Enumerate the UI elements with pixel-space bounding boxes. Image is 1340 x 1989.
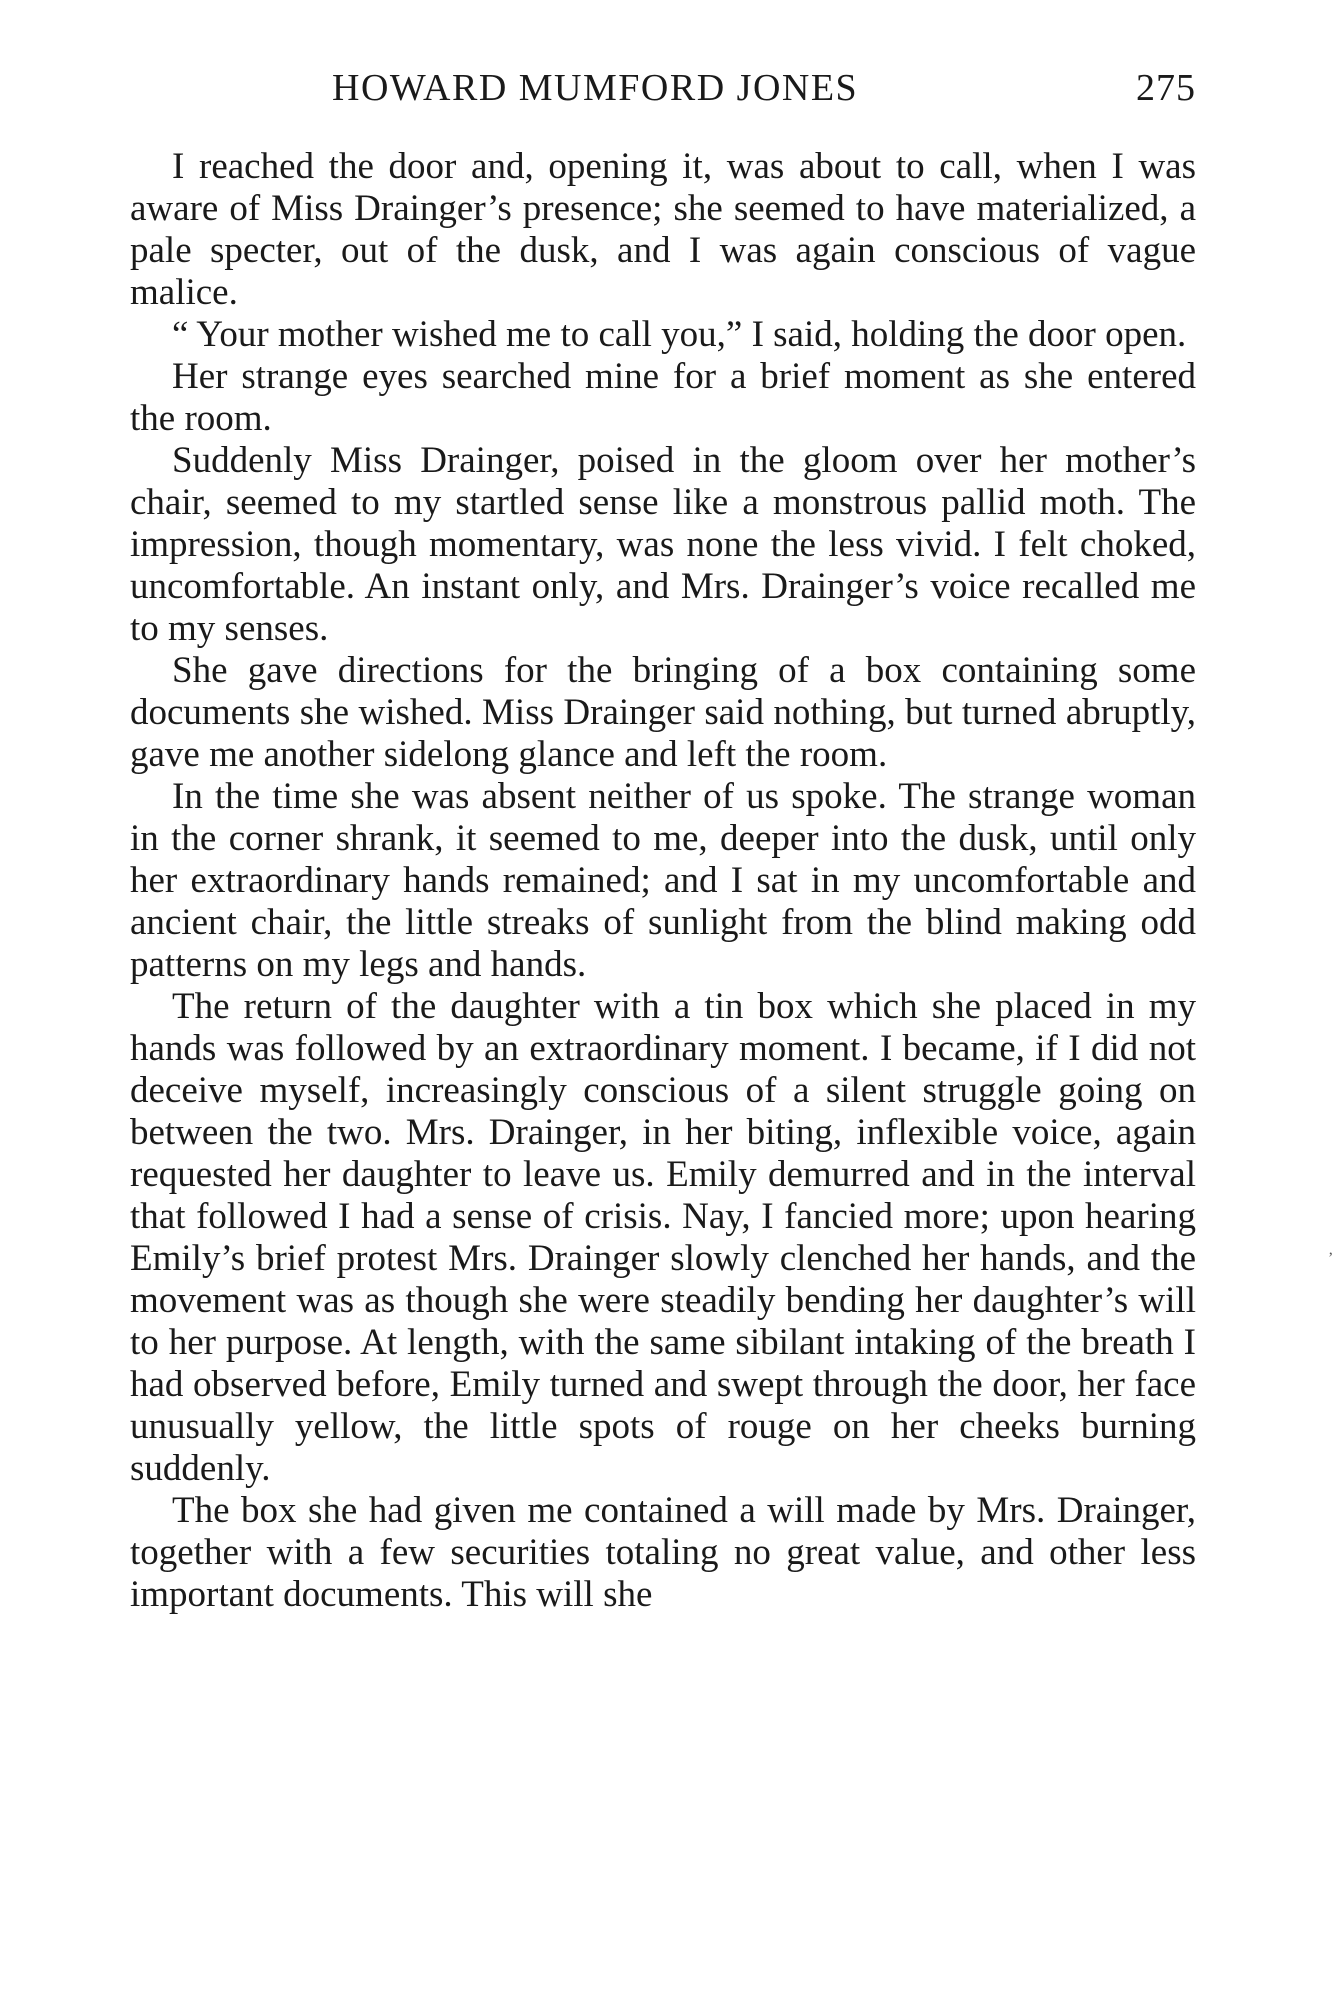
paragraph: I reached the door and, opening it, was about to call, when I was aware of Miss Drainger’s presence; she seemed to have materialized, a pale specter, out of the dusk, and I was again conscious of vague malice. — [130, 146, 1196, 313]
body-text — [130, 146, 1196, 1616]
margin-speck: ’ — [1328, 1250, 1334, 1267]
running-head: HOWARD MUMFORD JONES — [332, 67, 859, 109]
paragraph: She gave directions for the bringing of a box containing some documents she wished. Miss Drainger said nothing, but turned abruptly, gave me another sidelong glance and left the room. — [130, 650, 1196, 775]
paragraph: Her strange eyes searched mine for a brief moment as she entered the room. — [130, 356, 1196, 439]
paragraph: Suddenly Miss Drainger, poised in the gloom over her mother’s chair, seemed to my startled sense like a monstrous pallid moth. The impression, though momentary, was none the less vivid. I felt choked, uncomfortable. An instant only, and Mrs. Drainger’s voice recalled me to my senses. — [130, 440, 1196, 649]
paragraph: The box she had given me contained a will made by Mrs. Drainger, together with a few securities totaling no great value, and other less important documents. This will she — [130, 1490, 1196, 1615]
page-number: 275 — [1136, 67, 1196, 109]
paragraph: “ Your mother wished me to call you,” I said, holding the door open. — [172, 314, 1187, 355]
paragraph: In the time she was absent neither of us spoke. The strange woman in the corner shrank, it seemed to me, deeper into the dusk, until only her extraordinary hands remained; and I sat in my uncomfortable and ancient chair, the little streaks of sunlight from the blind making odd patterns on my legs and hands. — [130, 776, 1196, 985]
page-header — [130, 66, 1196, 114]
paragraph: The return of the daughter with a tin box which she placed in my hands was followed by an extraordinary moment. I became, if I did not deceive myself, increasingly conscious of a silent struggle going on between the two. Mrs. Drainger, in her biting, inflexible voice, again requested her daughter to leave us. Emily demurred and in the interval that followed I had a sense of crisis. Nay, I fancied more; upon hearing Emily’s brief protest Mrs. Drainger slowly clenched her hands, and the movement was as though she were steadily bending her daughter’s will to her purpose. At length, with the same sibilant intaking of the breath I had observed before, Emily turned and swept through the door, her face unusually yellow, the little spots of rouge on her cheeks burning suddenly. — [130, 986, 1196, 1489]
